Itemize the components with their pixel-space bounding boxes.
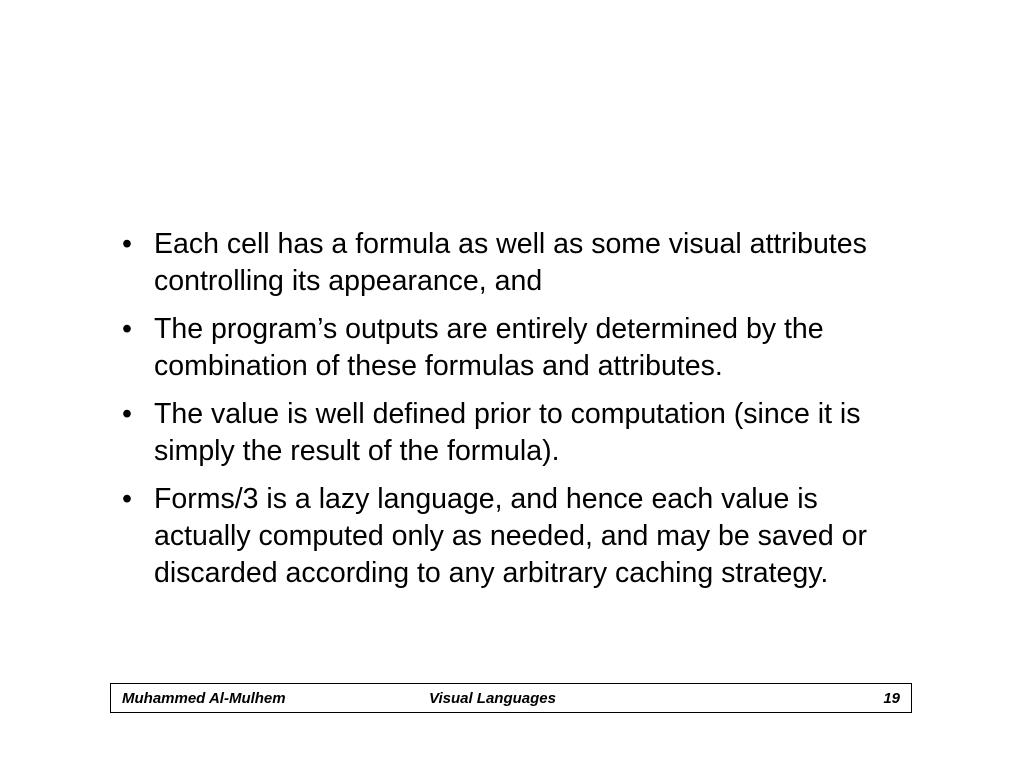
footer-page-number: 19 <box>883 690 900 707</box>
bullet-text: The value is well defined prior to computation (since it is simply the result of the formula). <box>154 398 861 467</box>
footer-author: Muhammed Al-Mulhem <box>122 690 286 707</box>
bullet-marker: • <box>122 313 132 345</box>
bullet-marker: • <box>122 398 132 430</box>
bullet-list <box>118 226 918 603</box>
bullet-item <box>118 226 918 300</box>
bullet-item <box>118 311 918 385</box>
bullet-text: The program’s outputs are entirely determined by the combination of these formulas and attributes. <box>154 313 824 382</box>
bullet-marker: • <box>122 228 132 260</box>
footer-course-title: Visual Languages <box>429 690 556 707</box>
bullet-text: Forms/3 is a lazy language, and hence each value is actually computed only as needed, and may be saved or discarded according to any arbitrary caching strategy. <box>154 483 867 589</box>
bullet-text: Each cell has a formula as well as some visual attributes controlling its appearance, and <box>154 228 867 297</box>
slide-footer <box>110 683 912 713</box>
bullet-item <box>118 481 918 592</box>
bullet-item <box>118 396 918 470</box>
bullet-marker: • <box>122 483 132 515</box>
